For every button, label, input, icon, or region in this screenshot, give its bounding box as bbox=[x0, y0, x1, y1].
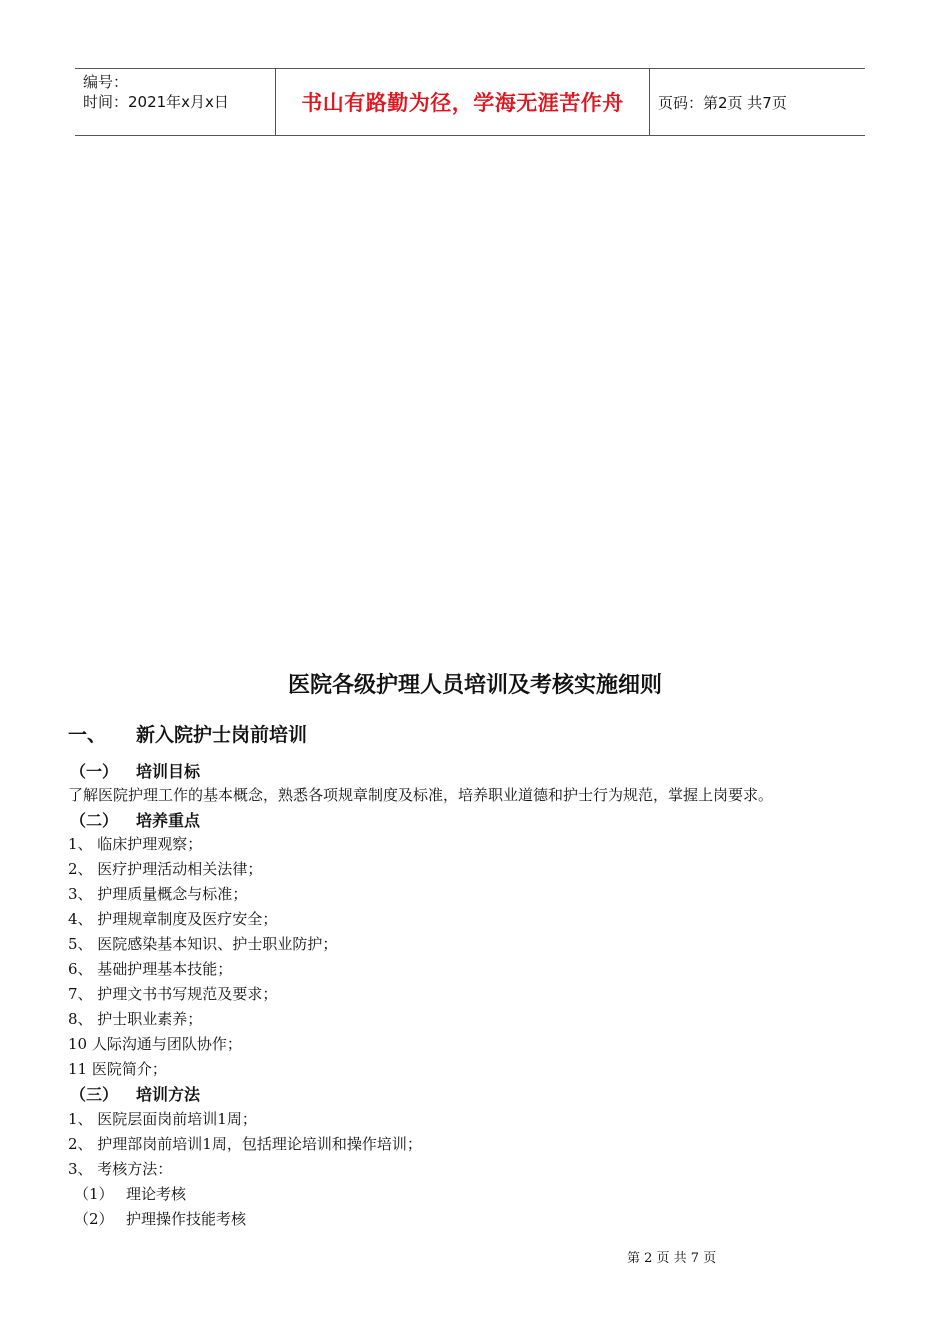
header-info-cell bbox=[75, 69, 276, 135]
section-heading bbox=[68, 720, 307, 747]
list-item: 2、 护理部岗前培训1周，包括理论培训和操作培训； bbox=[68, 1135, 422, 1153]
exam-item bbox=[74, 1208, 246, 1229]
list-item: 10 人际沟通与团队协作； bbox=[68, 1035, 242, 1053]
list-item: 1、 医院层面岗前培训1周； bbox=[68, 1110, 257, 1128]
page-footer: 第 2 页 共 7 页 bbox=[627, 1251, 717, 1266]
list-item: 1、 临床护理观察； bbox=[68, 835, 203, 853]
list-item: 3、 护理质量概念与标准； bbox=[68, 885, 248, 903]
subsection-heading-focus bbox=[70, 808, 200, 831]
time-label: 时间：2021年x月x日 bbox=[83, 93, 229, 111]
list-item: 7、 护理文书书写规范及要求； bbox=[68, 985, 278, 1003]
section-label: 新入院护士岗前培训 bbox=[136, 724, 308, 746]
exam-item-number: （2） bbox=[74, 1210, 114, 1228]
subsection-label: 培养重点 bbox=[136, 811, 201, 830]
header-motto: 书山有路勤为径，学海无涯苦作舟 bbox=[276, 69, 650, 135]
subsection-number: （二） bbox=[70, 811, 119, 830]
section-number: 一、 bbox=[68, 724, 107, 746]
number-label: 编号： bbox=[83, 73, 129, 91]
subsection-number: （三） bbox=[70, 1085, 119, 1104]
page-header bbox=[75, 68, 865, 136]
subsection-label: 培训目标 bbox=[136, 762, 201, 781]
exam-item-label: 护理操作技能考核 bbox=[126, 1210, 247, 1228]
list-item: 4、 护理规章制度及医疗安全； bbox=[68, 910, 278, 928]
goals-paragraph: 了解医院护理工作的基本概念，熟悉各项规章制度及标准，培养职业道德和护士行为规范，掌握上岗要求。 bbox=[68, 786, 774, 804]
list-item: 11 医院简介； bbox=[68, 1060, 167, 1078]
document-title: 医院各级护理人员培训及考核实施细则 bbox=[287, 673, 662, 698]
subsection-heading-goals bbox=[70, 759, 200, 782]
subsection-label: 培训方法 bbox=[136, 1085, 201, 1104]
list-item: 2、 医疗护理活动相关法律； bbox=[68, 860, 263, 878]
subsection-number: （一） bbox=[70, 762, 119, 781]
list-item: 5、 医院感染基本知识、护士职业防护； bbox=[68, 935, 338, 953]
exam-item-number: （1） bbox=[74, 1185, 114, 1203]
list-item: 8、 护士职业素养； bbox=[68, 1010, 203, 1028]
exam-item-label: 理论考核 bbox=[126, 1185, 187, 1203]
list-item: 3、 考核方法： bbox=[68, 1160, 173, 1178]
list-item: 6、 基础护理基本技能； bbox=[68, 960, 233, 978]
subsection-heading-methods bbox=[70, 1082, 200, 1105]
header-page-label: 页码：第2页 共7页 bbox=[658, 93, 787, 112]
exam-item bbox=[74, 1183, 186, 1204]
